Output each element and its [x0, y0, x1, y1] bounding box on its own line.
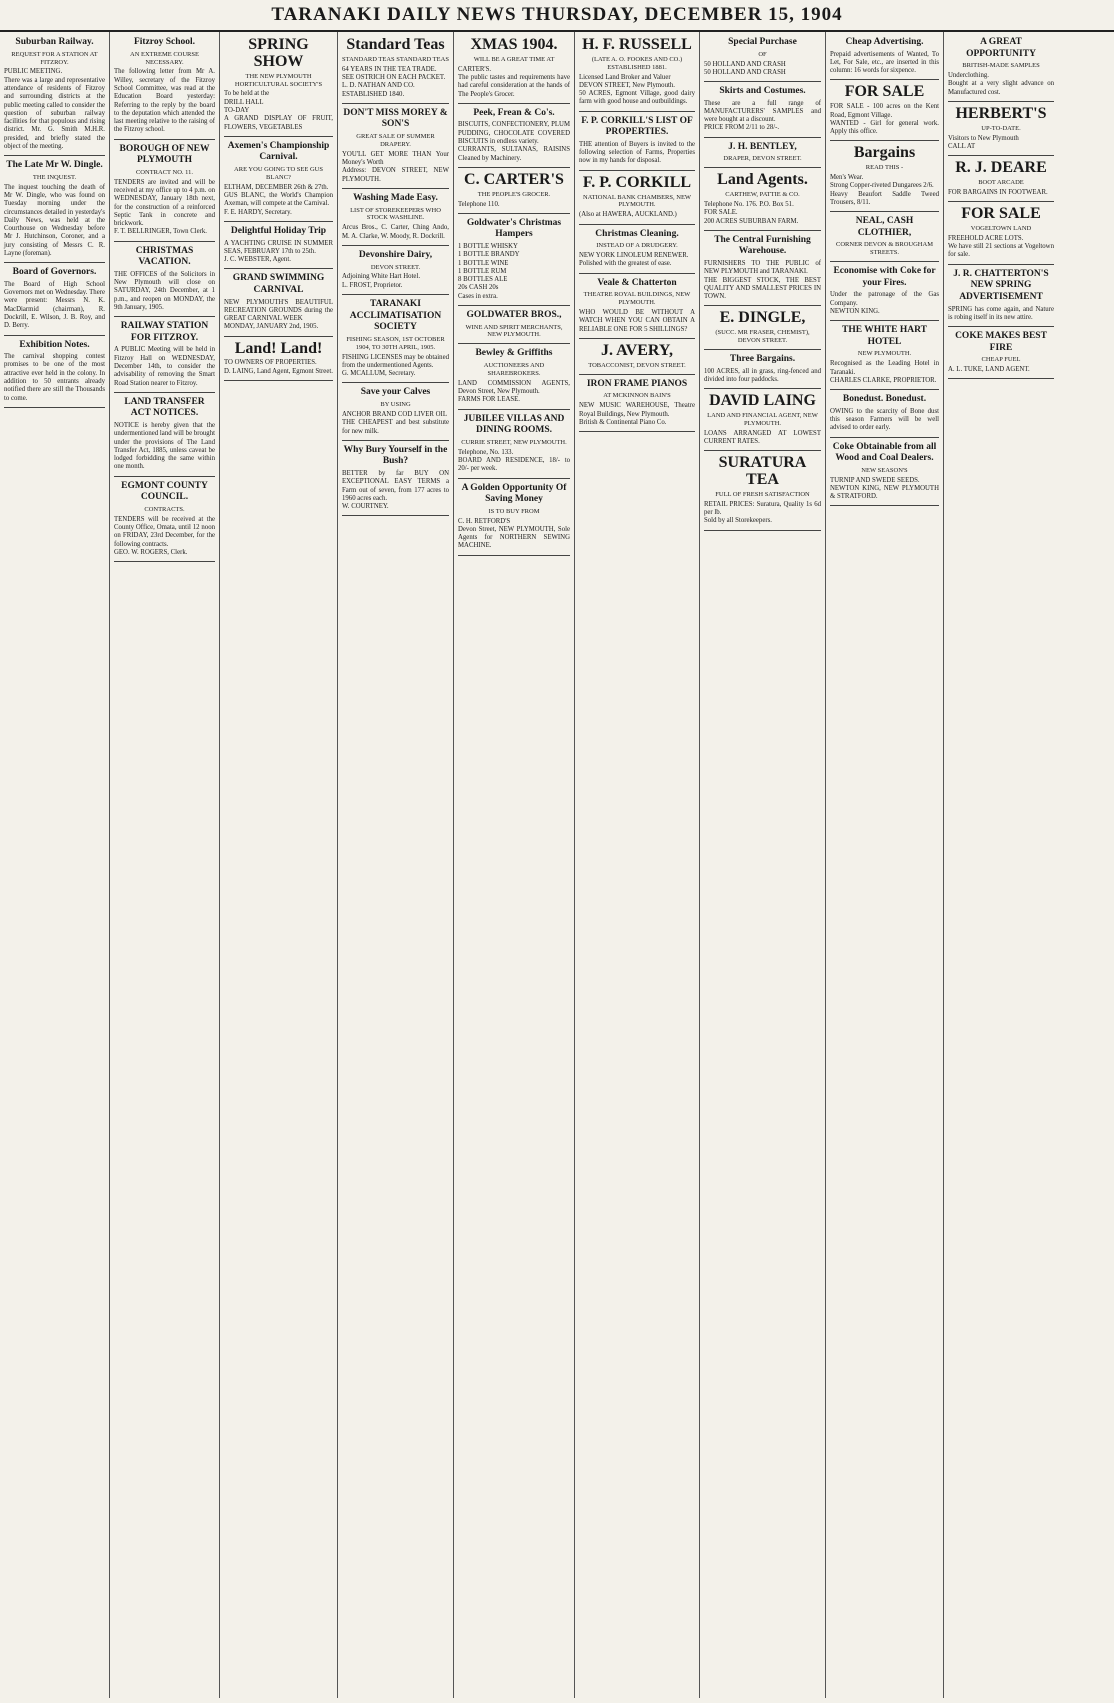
article-heading: HERBERT'S	[955, 104, 1047, 122]
article-body: The carnival shopping contest promises to be one of the most attractive ever held in the colony. In addition to 50 entrants already notified there are still the Thousands to come.	[4, 353, 105, 402]
article-block	[114, 321, 215, 388]
article-heading: J. AVERY,	[601, 342, 673, 360]
section-divider	[948, 101, 1054, 102]
article-block	[579, 229, 695, 269]
article-subheading: TOBACCONIST, DEVON STREET.	[588, 361, 686, 369]
article-body: Recognised as the Leading Hotel in Taranaki. CHARLES CLARKE, PROPRIETOR.	[830, 360, 939, 384]
section-divider	[114, 561, 215, 562]
article-block	[458, 348, 570, 404]
article-subheading: LIST OF STOREKEEPERS WHO STOCK WASHLINE.	[350, 206, 441, 222]
article-block	[342, 445, 449, 512]
article-body: NEW MUSIC WAREHOUSE, Theatre Royal Buildings, New Plymouth. British & Continental Piano Co.	[579, 402, 695, 426]
newspaper-column-6	[575, 32, 700, 1698]
section-divider	[579, 338, 695, 339]
article-heading: IRON FRAME PIANOS	[586, 378, 688, 389]
article-subheading: CARTHEW, PATTIE & CO.	[725, 191, 800, 199]
article-heading: H. F. RUSSELL	[582, 36, 692, 53]
article-block	[458, 37, 570, 99]
article-heading: R. J. DEARE	[955, 159, 1047, 177]
newspaper-column-3	[220, 32, 338, 1698]
article-heading: Why Bury Yourself in the Bush?	[343, 444, 448, 467]
article-block	[224, 226, 333, 264]
article-subheading: CHEAP FUEL	[981, 356, 1021, 364]
section-divider	[4, 407, 105, 408]
newspaper-column-4	[338, 32, 454, 1698]
article-block	[704, 235, 821, 302]
article-heading: A Golden Opportunity Of Saving Money	[461, 482, 567, 505]
article-body: FURNISHERS TO THE PUBLIC of NEW PLYMOUTH and TARANAKI. THE BIGGEST STOCK, THE BEST QUALITY AND SMALLEST PRICES IN TOWN.	[704, 259, 821, 301]
article-heading: C. CARTER'S	[464, 170, 564, 188]
section-divider	[830, 140, 939, 141]
article-body: The following letter from Mr A. Willey, secretary of the Fitzroy School Committee, was read at the Education Board yesterday: Referring to the reply by the board to the deputation which attended the last meeting relative to the raising of the Fitzroy school.	[114, 68, 215, 134]
article-body: PUBLIC MEETING. There was a large and representative attendance of residents of Fitzroy and surrounding districts at the public meeting called to consider the question of suburban railway facilities for that populous and rising district. Mr. G. Smith M.H.R. presided, and briefly stated the object of the meeting.	[4, 68, 105, 150]
article-block	[458, 218, 570, 301]
article-block	[948, 206, 1054, 260]
section-divider	[342, 294, 449, 295]
article-body: TENDERS will be received at the County Office, Omata, until 12 noon on FRIDAY, 23rd December, for the following contracts. GEO. W. ROGERS, Clerk.	[114, 515, 215, 556]
article-heading: GRAND SWIMMING CARNIVAL	[232, 273, 325, 295]
article-block	[114, 144, 215, 237]
article-body: 1 BOTTLE WHISKY 1 BOTTLE BRANDY 1 BOTTLE WINE 1 BOTTLE RUM 8 BOTTLES ALE 20s CASH 20s Cases in extra.	[458, 242, 520, 300]
section-divider	[114, 139, 215, 140]
newspaper-column-1	[0, 32, 110, 1698]
article-body: NEW YORK LINOLEUM RENEWER. Polished with the greatest of ease.	[579, 252, 689, 268]
section-divider	[342, 188, 449, 189]
section-divider	[830, 211, 939, 212]
article-heading: Peek, Frean & Co's.	[473, 107, 555, 118]
article-body: 100 ACRES, all in grass, ring-fenced and divided into four paddocks.	[704, 367, 821, 383]
article-block	[830, 266, 939, 316]
article-subheading: NEW SEASON'S	[861, 466, 908, 474]
article-heading: DAVID LAING	[709, 392, 816, 410]
article-body: THE attention of Buyers is invited to the following selection of Farms, Properties now in my hands for disposal.	[579, 140, 695, 165]
section-divider	[114, 241, 215, 242]
article-block	[4, 37, 105, 151]
article-subheading: WILL BE A GREAT TIME AT	[473, 55, 555, 63]
article-body: Licensed Land Broker and Valuer DEVON STREET, New Plymouth. 50 ACRES, Egmont Village, good dairy farm with good house and outbuildings.	[579, 73, 695, 106]
article-body: A. L. TUKE, LAND AGENT.	[948, 366, 1030, 374]
article-subheading: VOGELTOWN LAND	[970, 225, 1032, 232]
article-heading: LAND TRANSFER ACT NOTICES.	[124, 396, 205, 419]
article-body: Under the patronage of the Gas Company. NEWTON KING.	[830, 291, 939, 315]
article-heading: FOR SALE	[961, 205, 1041, 223]
article-subheading: OF	[758, 50, 767, 58]
article-body: LAND COMMISSION AGENTS, Devon Street, New Plymouth. FARMS FOR LEASE.	[458, 379, 570, 404]
section-divider	[458, 409, 570, 410]
article-heading: JUBILEE VILLAS AND DINING ROOMS.	[463, 413, 565, 436]
article-body: To be held at the DRILL HALL TO-DAY A GRAND DISPLAY OF FRUIT, FLOWERS, VEGETABLES	[224, 90, 333, 131]
article-heading: RAILWAY STATION FOR FITZROY.	[120, 321, 209, 343]
article-heading: NEAL, CASH CLOTHIER,	[855, 216, 914, 238]
article-body: 64 YEARS IN THE TEA TRADE. SEE OSTRICH ON EACH PACKET. L. D. NATHAN AND CO. ESTABLISHED 1840.	[342, 65, 446, 98]
article-block	[579, 175, 695, 220]
section-divider	[579, 273, 695, 274]
article-subheading: THE NEW PLYMOUTH HORTICULTURAL SOCIETY'S	[234, 72, 323, 88]
article-heading: DON'T MISS MOREY & SON'S	[343, 107, 448, 130]
article-heading: Devonshire Dairy,	[358, 249, 433, 260]
section-divider	[458, 305, 570, 306]
newspaper-column-7	[700, 32, 826, 1698]
article-block	[704, 37, 821, 77]
article-heading: Three Bargains.	[729, 354, 796, 365]
section-divider	[579, 170, 695, 171]
article-body: Adjoining White Hart Hotel. L. FROST, Proprietor.	[342, 273, 421, 289]
article-heading: Christmas Cleaning.	[595, 228, 679, 239]
section-divider	[224, 268, 333, 269]
article-subheading: WINE AND SPIRIT MERCHANTS, NEW PLYMOUTH.	[465, 323, 563, 339]
article-block	[579, 116, 695, 166]
section-divider	[704, 305, 821, 306]
article-heading: Land Agents.	[717, 171, 808, 189]
article-heading: COKE MAKES BEST FIRE	[955, 331, 1047, 353]
article-heading: Suburban Railway.	[15, 37, 94, 47]
article-block	[458, 310, 570, 339]
article-body: Arcus Bros., C. Carter, Ching Ando, M. A. Clarke, W. Moody, R. Dockrill.	[342, 224, 449, 240]
article-subheading: REQUEST FOR A STATION AT FITZROY.	[11, 50, 98, 66]
article-subheading: (LATE A. O. FOOKES AND CO.) ESTABLISHED 1881.	[591, 55, 683, 71]
article-heading: Exhibition Notes.	[19, 339, 90, 350]
newspaper-masthead: TARANAKI DAILY NEWS THURSDAY, DECEMBER 15, 1904	[0, 0, 1114, 32]
section-divider	[458, 555, 570, 556]
article-heading: Washing Made Easy.	[353, 192, 438, 203]
article-body: Telephone No. 176. P.O. Box 51. FOR SALE. 200 ACRES SUBURBAN FARM.	[704, 200, 799, 225]
article-heading: Economise with Coke for your Fires.	[833, 266, 936, 288]
article-body: A PUBLIC Meeting will be held in Fitzroy Hall on WEDNESDAY, December 14th, to consider the advisability of removing the Smart Road Station nearer to Fitzroy.	[114, 346, 215, 387]
article-subheading: UP-TO-DATE.	[981, 124, 1021, 132]
newspaper-column-2	[110, 32, 220, 1698]
article-block	[948, 160, 1054, 197]
article-heading: Fitzroy School.	[133, 37, 196, 47]
article-block	[579, 379, 695, 427]
article-heading: CHRISTMAS VACATION.	[135, 245, 194, 268]
section-divider	[342, 515, 449, 516]
section-divider	[830, 320, 939, 321]
section-divider	[830, 437, 939, 438]
article-body: NOTICE is hereby given that the undermentioned land will be brought under the provisions of The Land Transfer Act, 1885, unless caveat be lodged forbidding the same within one month.	[114, 422, 215, 471]
article-heading: Standard Teas	[346, 36, 445, 53]
article-block	[579, 37, 695, 107]
article-heading: The Late Mr W. Dingle.	[6, 160, 103, 171]
article-subheading: BY USING	[380, 401, 411, 409]
section-divider	[458, 167, 570, 168]
article-body: Telephone 110.	[458, 200, 500, 208]
section-divider	[458, 213, 570, 214]
section-divider	[342, 382, 449, 383]
section-divider	[224, 336, 333, 337]
section-divider	[114, 476, 215, 477]
article-block	[579, 343, 695, 370]
article-subheading: CORNER DEVON & BROUGHAM STREETS.	[836, 241, 933, 257]
article-block	[948, 106, 1054, 151]
article-heading: F. P. CORKILL	[582, 173, 692, 191]
article-block	[224, 37, 333, 132]
article-subheading: FULL OF FRESH SATISFACTION	[715, 490, 810, 498]
article-subheading: LAND AND FINANCIAL AGENT, NEW PLYMOUTH.	[707, 411, 818, 427]
article-body: FREEHOLD ACRE LOTS. We have still 21 sections at Vogeltown for sale.	[948, 234, 1054, 259]
article-heading: FOR SALE	[844, 83, 925, 101]
article-body: ANCHOR BRAND COD LIVER OIL THE CHEAPEST and best substitute for new milk.	[342, 410, 449, 435]
article-heading: J. R. CHATTERTON'S NEW SPRING ADVERTISEMENT	[953, 268, 1049, 302]
article-block	[458, 414, 570, 474]
section-divider	[830, 261, 939, 262]
article-block	[830, 442, 939, 502]
article-heading: Save your Calves	[360, 387, 431, 398]
article-block	[579, 278, 695, 334]
article-subheading: CONTRACT NO. 11.	[135, 168, 194, 176]
section-divider	[4, 262, 105, 263]
article-heading: BOROUGH OF NEW PLYMOUTH	[119, 143, 210, 166]
article-block	[830, 84, 939, 136]
article-heading: Skirts and Costumes.	[719, 86, 806, 97]
section-divider	[458, 478, 570, 479]
article-block	[458, 172, 570, 209]
article-heading: A GREAT OPPORTUNITY	[966, 37, 1036, 59]
newspaper-column-9	[944, 32, 1058, 1698]
article-subheading: NEW PLYMOUTH.	[857, 350, 912, 358]
article-subheading: INSTEAD OF A DRUDGERY.	[596, 242, 678, 250]
article-body: OWING to the scarcity of Bone dust this season Farmers will be well advised to order early.	[830, 407, 939, 432]
section-divider	[342, 103, 449, 104]
section-divider	[114, 316, 215, 317]
article-body: The Board of High School Governors met on Wednesday. There were present: Messrs N. K. MacDiarmid (chairman), R. Dockrill, E. Wilson, J. B. Roy, and D. Berry.	[4, 280, 105, 330]
article-block	[224, 141, 333, 217]
article-subheading: CONTRACTS.	[144, 505, 185, 513]
article-subheading: BRITISH-MADE SAMPLES	[962, 62, 1040, 70]
section-divider	[4, 155, 105, 156]
section-divider	[224, 380, 333, 381]
article-subheading: THEATRE ROYAL BUILDINGS, NEW PLYMOUTH.	[583, 291, 691, 307]
article-block	[830, 216, 939, 257]
section-divider	[948, 326, 1054, 327]
section-divider	[704, 137, 821, 138]
article-block	[704, 354, 821, 384]
section-divider	[224, 136, 333, 137]
article-block	[704, 142, 821, 164]
article-subheading: NATIONAL BANK CHAMBERS, NEW PLYMOUTH.	[582, 193, 692, 209]
section-divider	[704, 81, 821, 82]
article-heading: SURATURA TEA	[718, 454, 807, 489]
article-heading: F. P. CORKILL'S LIST OF PROPERTIES.	[581, 115, 693, 138]
article-block	[830, 325, 939, 385]
article-heading: GOLDWATER BROS.,	[466, 309, 562, 320]
article-body: TO OWNERS OF PROPERTIES. D. LAING, Land Agent, Egmont Street.	[224, 359, 333, 375]
article-body: The inquest touching the death of Mr W. Dingle, who was found on Tuesday morning under the circumstances detailed in yesterday's Daily News, was held at the Courthouse on Wednesday before Mr J. Hutchinson, Coroner, and a jury consisting of Messrs C. R. Layne (foreman).	[4, 183, 105, 257]
article-heading: THE WHITE HART HOTEL	[841, 325, 927, 347]
article-body: ELTHAM, DECEMBER 26th & 27th. GUS BLANC, the World's Champion Axeman, will compete at the Carnival. F. E. HARDY, Secretary.	[224, 183, 333, 216]
article-heading: EGMONT COUNTY COUNCIL.	[121, 480, 208, 503]
article-heading: Bargains	[853, 144, 916, 162]
article-subheading: FISHING SEASON, 1ST OCTOBER 1904, TO 30TH APRIL, 1905.	[346, 335, 445, 351]
article-body: (Also at HAWERA, AUCKLAND.)	[579, 211, 677, 219]
article-subheading: READ THIS -	[865, 164, 904, 172]
article-subheading: IS TO BUY FROM	[488, 507, 540, 515]
article-heading: Coke Obtainable from all Wood and Coal Dealers.	[832, 441, 937, 464]
article-subheading: AN EXTREME COURSE NECESSARY.	[130, 50, 199, 66]
article-block	[114, 246, 215, 313]
article-body: These are a full range of MANUFACTURERS' SAMPLES and were bought at a discount. PRICE FROM 2/11 to 28/-.	[704, 99, 821, 132]
section-divider	[579, 431, 695, 432]
section-divider	[948, 155, 1054, 156]
article-subheading: BOOT ARCADE	[978, 179, 1024, 186]
section-divider	[704, 450, 821, 451]
section-divider	[704, 230, 821, 231]
article-block	[948, 269, 1054, 322]
article-heading: Delightful Holiday Trip	[230, 225, 327, 236]
article-heading: Board of Governors.	[12, 267, 97, 278]
section-divider	[114, 392, 215, 393]
article-block	[342, 37, 449, 99]
section-divider	[704, 530, 821, 531]
section-divider	[704, 167, 821, 168]
article-body: FOR BARGAINS IN FOOTWEAR.	[948, 188, 1048, 196]
article-body: CARTER'S. The public tastes and requirements have had careful consideration at the hands of The People's Grocer.	[458, 65, 570, 98]
article-subheading: DRAPER, DEVON STREET.	[723, 155, 802, 163]
article-block	[114, 481, 215, 557]
newspaper-column-5	[454, 32, 575, 1698]
article-block	[830, 394, 939, 432]
article-body: A YACHTING CRUISE IN SUMMER SEAS, FEBRUARY 17th to 25th. J. C. WEBSTER, Agent.	[224, 239, 333, 264]
article-body: SPRING has come again, and Nature is robing itself in its new attire.	[948, 305, 1054, 321]
article-body: 50 HOLLAND AND CRASH 50 HOLLAND AND CRASH	[704, 60, 786, 76]
article-body: YOU'LL GET MORE THAN Your Money's Worth Address: DEVON STREET, NEW PLYMOUTH.	[342, 150, 449, 183]
article-subheading: CURRIE STREET, NEW PLYMOUTH.	[461, 438, 567, 446]
article-subheading: AUCTIONEERS AND SHAREBROKERS.	[483, 361, 545, 377]
section-divider	[4, 335, 105, 336]
article-block	[342, 299, 449, 378]
article-body: TENDERS are invited and will be received at my office up to 4 p.m. on WEDNESDAY, January 18th next, for the construction of a reinforced Septic Tank in concrete and brickwork. F. T. BELLRINGER, Town Clerk.	[114, 178, 215, 236]
article-heading: E. DINGLE,	[719, 309, 806, 327]
article-body: FISHING LICENSES may be obtained from the undermentioned Agents. G. MCALLUM, Secretary.	[342, 353, 449, 378]
article-block	[4, 267, 105, 330]
article-body: WHO WOULD BE WITHOUT A WATCH WHEN YOU CAN OBTAIN A RELIABLE ONE FOR 5 SHILLINGS?	[579, 309, 695, 333]
section-divider	[224, 221, 333, 222]
section-divider	[704, 388, 821, 389]
article-subheading: ARE YOU GOING TO SEE GUS BLANC?	[234, 166, 323, 181]
article-heading: J. H. BENTLEY,	[728, 141, 797, 152]
section-divider	[579, 111, 695, 112]
article-block	[224, 273, 333, 331]
article-block	[114, 37, 215, 135]
article-block	[224, 341, 333, 376]
section-divider	[830, 505, 939, 506]
article-subheading: AT MCKINNON BAIN'S	[603, 392, 671, 400]
article-body: Prepaid advertisements of Wanted, To Let, For Sale, etc., are inserted in this column: 16 words for sixpence.	[830, 50, 939, 75]
article-block	[458, 108, 570, 163]
article-heading: Veale & Chatterton	[597, 277, 677, 288]
article-block	[114, 397, 215, 472]
article-subheading: GREAT SALE OF SUMMER DRAPERY.	[356, 133, 435, 148]
article-heading: Bewley & Griffiths	[475, 348, 553, 359]
article-block	[704, 393, 821, 446]
article-heading: The Central Furnishing Warehouse.	[714, 234, 811, 257]
article-heading: Land! Land!	[234, 339, 323, 357]
article-block	[704, 310, 821, 345]
article-body: Men's Wear. Strong Copper-riveted Dungarees 2/6. Heavy Beaufort Saddle Tweed Trousers, 8/11.	[830, 174, 939, 206]
article-body: FOR SALE - 100 acres on the Kent Road, Egmont Village. WANTED - Girl for general work. Apply this office.	[830, 103, 939, 136]
article-subheading: STANDARD TEAS STANDARD TEAS	[342, 55, 449, 63]
article-body: Visitors to New Plymouth CALL AT	[948, 134, 1019, 150]
article-body: RETAIL PRICES: Suratura, Quality 1s 6d per lb. Sold by all Storekeepers.	[704, 500, 821, 525]
article-block	[4, 160, 105, 258]
article-body: C. H. RETFORD'S Devon Street, NEW PLYMOUTH, Sole Agents for NORTHERN SEWING MACHINE.	[458, 517, 570, 550]
article-heading: Goldwater's Christmas Hampers	[466, 217, 562, 240]
article-block	[342, 193, 449, 241]
section-divider	[342, 440, 449, 441]
article-block	[948, 331, 1054, 374]
article-heading: Bonedust. Bonedust.	[842, 394, 927, 405]
article-block	[342, 108, 449, 184]
article-body: NEW PLYMOUTH'S BEAUTIFUL RECREATION GROUNDS during the GREAT CARNIVAL WEEK MONDAY, JANUARY 2nd, 1905.	[224, 298, 333, 331]
section-divider	[458, 103, 570, 104]
section-divider	[830, 389, 939, 390]
section-divider	[948, 201, 1054, 202]
article-block	[704, 86, 821, 133]
article-block	[458, 483, 570, 551]
article-body: BETTER by far BUY ON EXCEPTIONAL EASY TERMS a Farm out of seven, from 177 acres to 1960 acres each. W. COURTNEY.	[342, 469, 449, 511]
article-body: Underclothing. Bought at a very slight advance on Manufactured cost.	[948, 72, 1054, 96]
article-block	[4, 340, 105, 403]
article-heading: Axemen's Championship Carnival.	[227, 140, 330, 163]
article-heading: Special Purchase	[728, 37, 797, 47]
article-block	[704, 455, 821, 525]
article-subheading: DEVON STREET.	[370, 263, 421, 271]
section-divider	[948, 264, 1054, 265]
article-heading: TARANAKI ACCLIMATISATION SOCIETY	[349, 299, 442, 333]
section-divider	[579, 374, 695, 375]
article-block	[948, 37, 1054, 97]
article-body: THE OFFICES of the Solicitors in New Plymouth will close on SATURDAY, 24th December, at 1 p.m., and reopen on MONDAY, the 9th January, 1905.	[114, 270, 215, 311]
section-divider	[579, 224, 695, 225]
newspaper-column-8	[826, 32, 944, 1698]
section-divider	[458, 343, 570, 344]
article-block	[830, 145, 939, 207]
article-heading: XMAS 1904.	[470, 36, 558, 53]
article-block	[342, 250, 449, 290]
article-body: Telephone, No. 133. BOARD AND RESIDENCE, 18/- to 20/- per week.	[458, 448, 570, 473]
article-heading: SPRING SHOW	[248, 36, 309, 70]
section-divider	[948, 378, 1054, 379]
article-block	[830, 37, 939, 75]
article-body: LOANS ARRANGED AT LOWEST CURRENT RATES.	[704, 429, 821, 446]
article-heading: Cheap Advertising.	[845, 37, 924, 47]
section-divider	[704, 349, 821, 350]
article-subheading: (SUCC. MR FRASER, CHEMIST), DEVON STREET.	[715, 329, 810, 345]
article-body: TURNIP AND SWEDE SEEDS. NEWTON KING, NEW PLYMOUTH & STRATFORD.	[830, 476, 939, 501]
section-divider	[342, 245, 449, 246]
article-body: BISCUITS, CONFECTIONERY, PLUM PUDDING, CHOCOLATE COVERED BISCUITS in endless variety. CURRANTS, SULTANAS, RAISINS Cleaned by Machinery.	[458, 121, 570, 162]
article-block	[704, 172, 821, 226]
section-divider	[830, 79, 939, 80]
article-subheading: THE INQUEST.	[32, 173, 77, 181]
article-subheading: THE PEOPLE'S GROCER.	[477, 190, 551, 198]
page-columns	[0, 32, 1114, 1698]
article-block	[342, 387, 449, 435]
